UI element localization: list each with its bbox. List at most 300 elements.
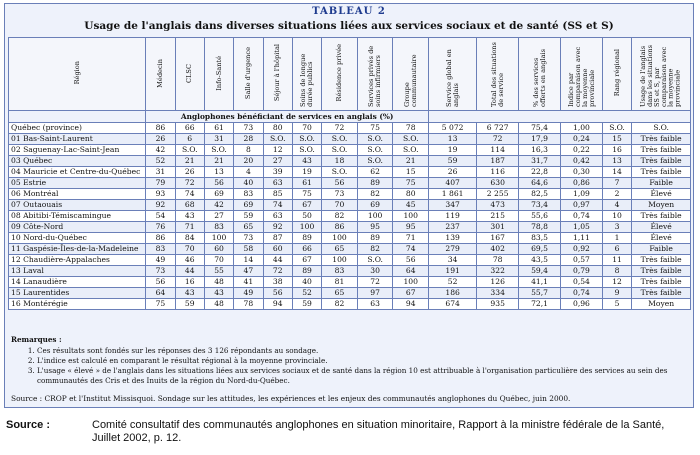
table-cell: 74	[393, 244, 429, 255]
table-cell: 73,4	[519, 200, 561, 211]
table-cell: Très faible	[632, 156, 691, 167]
region-cell: 09 Côte-Nord	[9, 222, 146, 233]
table-cell: 70	[322, 200, 358, 211]
table-cell: 126	[477, 277, 519, 288]
table-cell: 69	[234, 200, 263, 211]
table-cell: 100	[292, 222, 321, 233]
table-cell: 0,22	[561, 145, 603, 156]
table-cell: 89	[357, 233, 393, 244]
table-cell: Faible	[632, 178, 691, 189]
table-cell: S.O.	[175, 145, 204, 156]
table-cell: 31	[146, 167, 175, 178]
table-row	[9, 167, 691, 178]
table-cell: 72	[175, 178, 204, 189]
band-spacer	[9, 111, 146, 123]
table-cell: 43	[175, 211, 204, 222]
table-cell: 72,1	[519, 299, 561, 310]
table-cell: 92	[146, 200, 175, 211]
table-cell: 473	[477, 200, 519, 211]
table-source: Source : CROP et l'Institut Missisquoi. Sondage sur les attitudes, les expériences et les enjeux des communautés anglophones du Québec, juin 2000.	[11, 394, 571, 403]
table-cell: 67	[393, 288, 429, 299]
col-header-hopital: Séjour à l'hôpital	[263, 38, 292, 111]
table-frame	[4, 3, 694, 408]
table-cell: 16	[175, 277, 204, 288]
table-cell: 2 255	[477, 189, 519, 200]
table-cell: 55	[204, 266, 233, 277]
table-cell: 80	[263, 123, 292, 134]
table-cell: 1	[602, 233, 631, 244]
table-cell: 5	[602, 299, 631, 310]
table-cell: 78,8	[519, 222, 561, 233]
table-cell: Très faible	[632, 211, 691, 222]
table-cell: 52	[429, 277, 477, 288]
table-cell: S.O.	[357, 134, 393, 145]
table-cell: 74	[263, 200, 292, 211]
table-cell: 10	[602, 211, 631, 222]
table-cell: 49	[234, 288, 263, 299]
table-cell: Très faible	[632, 266, 691, 277]
table-cell: 94	[263, 299, 292, 310]
col-header-medecin: Médecin	[146, 38, 175, 111]
table-cell: 81	[322, 277, 358, 288]
header-row	[9, 38, 691, 111]
table-cell: 66	[292, 244, 321, 255]
table-row	[9, 189, 691, 200]
table-cell: 72	[357, 277, 393, 288]
region-cell: 06 Montréal	[9, 189, 146, 200]
col-header-urgence: Salle d'urgence	[234, 38, 263, 111]
table-cell: 89	[292, 266, 321, 277]
table-cell: S.O.	[292, 145, 321, 156]
table-cell: 28	[234, 134, 263, 145]
table-cell: 6 727	[477, 123, 519, 134]
table-cell: 167	[477, 233, 519, 244]
table-cell: Élevé	[632, 189, 691, 200]
table-cell: 41,1	[519, 277, 561, 288]
table-cell: 119	[429, 211, 477, 222]
table-cell: 66	[175, 123, 204, 134]
table-cell: S.O.	[322, 145, 358, 156]
band-row	[9, 111, 691, 123]
table-cell: 100	[357, 211, 393, 222]
table-cell: 187	[477, 156, 519, 167]
table-subtitle: Usage de l'anglais dans diverses situations liées aux services sociaux et de santé (SS et S)	[84, 20, 614, 32]
table-cell: 83	[322, 266, 358, 277]
table-cell: 22,8	[519, 167, 561, 178]
table-cell: 30	[357, 266, 393, 277]
table-cell: 215	[477, 211, 519, 222]
table-cell: 56	[146, 277, 175, 288]
table-cell: 26	[175, 167, 204, 178]
table-cell: 7	[602, 178, 631, 189]
table-cell: 64	[393, 266, 429, 277]
col-header-groupe: Groupe communautaire	[393, 38, 429, 111]
table-cell: 69	[204, 189, 233, 200]
region-cell: 01 Bas-Saint-Laurent	[9, 134, 146, 145]
table-cell: 38	[263, 277, 292, 288]
table-cell: 100	[393, 277, 429, 288]
table-cell: 39	[263, 167, 292, 178]
table-cell: 15	[393, 167, 429, 178]
table-cell: 70	[204, 255, 233, 266]
table-cell: 322	[477, 266, 519, 277]
table-cell: 1,05	[561, 222, 603, 233]
table-cell: 97	[357, 288, 393, 299]
col-header-info-sante: Info-Santé	[204, 38, 233, 111]
col-header-pct-services: % des services offerts en anglais	[519, 38, 561, 111]
table-cell: 13	[204, 167, 233, 178]
table-cell: 72	[322, 123, 358, 134]
col-header-region: Région	[9, 38, 146, 111]
table-cell: 18	[322, 156, 358, 167]
remarks-list	[11, 346, 687, 386]
table-cell: 11	[602, 255, 631, 266]
table-cell: 21	[393, 156, 429, 167]
table-cell: 16,3	[519, 145, 561, 156]
region-cell: 12 Chaudière-Appalaches	[9, 255, 146, 266]
table-row	[9, 233, 691, 244]
data-table	[8, 37, 691, 310]
table-cell: 67	[292, 255, 321, 266]
table-cell: 75,4	[519, 123, 561, 134]
table-cell: 93	[146, 189, 175, 200]
table-cell: 40	[234, 178, 263, 189]
table-cell: Très faible	[632, 134, 691, 145]
table-cell: 75	[292, 189, 321, 200]
table-cell: 0,96	[561, 299, 603, 310]
table-cell: 83	[204, 222, 233, 233]
table-cell: 31,7	[519, 156, 561, 167]
source-text: Comité consultatif des communautés anglophones en situation minoritaire, Rapport à la ministre fédérale de la Santé, Juillet 2002, p. 12.	[92, 419, 665, 444]
table-cell: 84	[175, 233, 204, 244]
table-cell: 8	[234, 145, 263, 156]
table-cell: 402	[477, 244, 519, 255]
table-cell: S.O.	[393, 145, 429, 156]
table-cell: 86	[146, 233, 175, 244]
col-header-service-global: Service global en anglais	[429, 38, 477, 111]
table-cell: 1,09	[561, 189, 603, 200]
table-cell: 63	[357, 299, 393, 310]
table-cell: 43	[292, 156, 321, 167]
table-cell: 61	[204, 123, 233, 134]
table-cell: 49	[146, 255, 175, 266]
table-cell: 12	[602, 277, 631, 288]
table-cell: 13	[429, 134, 477, 145]
table-cell: 6	[175, 134, 204, 145]
table-cell: 41	[234, 277, 263, 288]
table-cell: 56	[393, 255, 429, 266]
table-cell: 26	[146, 134, 175, 145]
col-header-indice: Indice par comparaison avec la moyenne provinciale	[561, 38, 603, 111]
table-cell: 87	[263, 233, 292, 244]
table-cell: 14	[602, 167, 631, 178]
region-cell: 10 Nord-du-Québec	[9, 233, 146, 244]
table-cell: 100	[204, 233, 233, 244]
table-cell: 73	[234, 123, 263, 134]
band-spacer	[429, 111, 691, 123]
table-cell: 59	[429, 156, 477, 167]
table-cell: 42	[204, 200, 233, 211]
table-row	[9, 266, 691, 277]
table-cell: 42	[146, 145, 175, 156]
table-cell: 70	[292, 123, 321, 134]
region-cell: 05 Estrie	[9, 178, 146, 189]
table-cell: 20	[234, 156, 263, 167]
table-cell: 186	[429, 288, 477, 299]
table-cell: 347	[429, 200, 477, 211]
table-cell: S.O.	[393, 134, 429, 145]
table-cell: S.O.	[263, 134, 292, 145]
table-cell: Très faible	[632, 145, 691, 156]
table-cell: 92	[263, 222, 292, 233]
table-row	[9, 211, 691, 222]
table-row	[9, 288, 691, 299]
table-title: TABLEAU 2	[312, 6, 386, 17]
table-cell: 0,54	[561, 277, 603, 288]
table-cell: 191	[429, 266, 477, 277]
table-row	[9, 244, 691, 255]
band-label: Anglophones bénéficiant de services en anglais (%)	[146, 111, 429, 123]
table-cell: 46	[175, 255, 204, 266]
table-cell: 94	[393, 299, 429, 310]
table-cell: 89	[357, 178, 393, 189]
table-cell: 75	[146, 299, 175, 310]
region-cell: Québec (province)	[9, 123, 146, 134]
table-cell: S.O.	[204, 145, 233, 156]
table-cell: 0,97	[561, 200, 603, 211]
remark-item: 3. L'usage « élevé » de l'anglais dans les situations liées aux services sociaux et de santé dans la région 10 est attribuable à l'organisation particulière des services au sein des communautés des Cris et des Inuits de la région du Nord-du-Québec.	[37, 366, 687, 386]
table-cell: 674	[429, 299, 477, 310]
col-header-services-prives: Services privés de soins infirmiers	[357, 38, 393, 111]
table-cell: 0,42	[561, 156, 603, 167]
col-header-rang: Rang régional	[602, 38, 631, 111]
table-cell: 0,57	[561, 255, 603, 266]
table-cell: 71	[175, 222, 204, 233]
table-cell: 78	[234, 299, 263, 310]
table-cell: 4	[234, 167, 263, 178]
table-cell: 100	[322, 233, 358, 244]
table-cell: S.O.	[322, 134, 358, 145]
table-cell: S.O.	[357, 255, 393, 266]
table-cell: 43	[175, 288, 204, 299]
col-header-total-situations: Total des situations de service	[477, 38, 519, 111]
remark-item: 1. Ces résultats sont fondés sur les réponses des 3 126 répondants au sondage.	[37, 346, 687, 356]
table-cell: 65	[322, 288, 358, 299]
table-row	[9, 178, 691, 189]
table-cell: 0,79	[561, 266, 603, 277]
region-cell: 08 Abitibi-Témiscamingue	[9, 211, 146, 222]
table-cell: 86	[146, 123, 175, 134]
table-cell: 59	[234, 211, 263, 222]
table-cell: 55,7	[519, 288, 561, 299]
table-cell: 14	[234, 255, 263, 266]
table-cell: 89	[292, 233, 321, 244]
table-cell: 68	[175, 200, 204, 211]
table-cell: 61	[292, 178, 321, 189]
table-cell: 72	[263, 266, 292, 277]
table-cell: 59,4	[519, 266, 561, 277]
table-cell: 65	[234, 222, 263, 233]
table-cell: 0,86	[561, 178, 603, 189]
table-cell: S.O.	[357, 156, 393, 167]
table-cell: 21	[204, 156, 233, 167]
table-cell: 45	[393, 200, 429, 211]
table-cell: 54	[146, 211, 175, 222]
table-row	[9, 277, 691, 288]
table-cell: 86	[322, 222, 358, 233]
table-cell: 17,9	[519, 134, 561, 145]
region-cell: 16 Montérégie	[9, 299, 146, 310]
remarks-block	[11, 335, 687, 386]
col-header-clsc: CLSC	[175, 38, 204, 111]
table-cell: 407	[429, 178, 477, 189]
table-cell: 2	[602, 189, 631, 200]
region-cell: 02 Saguenay-Lac-Saint-Jean	[9, 145, 146, 156]
table-cell: 82	[357, 244, 393, 255]
table-cell: 56	[204, 178, 233, 189]
table-cell: Très faible	[632, 255, 691, 266]
table-cell: 139	[429, 233, 477, 244]
table-cell: 100	[322, 255, 358, 266]
table-cell: 1,11	[561, 233, 603, 244]
table-cell: 935	[477, 299, 519, 310]
table-cell: 73	[322, 189, 358, 200]
table-row	[9, 145, 691, 156]
table-cell: 64,6	[519, 178, 561, 189]
table-cell: Moyen	[632, 299, 691, 310]
region-cell: 11 Gaspésie-Îles-de-la-Madeleine	[9, 244, 146, 255]
table-cell: S.O.	[322, 167, 358, 178]
table-cell: Très faible	[632, 288, 691, 299]
table-cell: 58	[234, 244, 263, 255]
table-cell: 50	[292, 211, 321, 222]
table-row	[9, 200, 691, 211]
table-cell: 80	[393, 189, 429, 200]
table-cell: S.O.	[602, 123, 631, 134]
col-header-usage: Usage de l'anglais dans les situations SS et S, par comparaison avec la moyenne provinciale	[632, 38, 691, 111]
table-cell: 63	[263, 211, 292, 222]
table-cell: 40	[292, 277, 321, 288]
table-cell: Élevé	[632, 222, 691, 233]
table-cell: 72	[477, 134, 519, 145]
table-cell: 48	[204, 299, 233, 310]
table-cell: 74	[175, 189, 204, 200]
table-cell: 82	[322, 211, 358, 222]
table-cell: 3	[602, 222, 631, 233]
table-cell: 9	[602, 288, 631, 299]
table-cell: 78	[477, 255, 519, 266]
table-cell: 60	[204, 244, 233, 255]
region-cell: 13 Laval	[9, 266, 146, 277]
table-cell: 75	[357, 123, 393, 134]
table-cell: 82	[357, 189, 393, 200]
col-header-residence: Résidence privée	[322, 38, 358, 111]
table-cell: 85	[263, 189, 292, 200]
region-cell: 03 Québec	[9, 156, 146, 167]
table-cell: Faible	[632, 244, 691, 255]
table-cell: S.O.	[632, 123, 691, 134]
table-cell: 26	[429, 167, 477, 178]
table-cell: 301	[477, 222, 519, 233]
table-cell: Élevé	[632, 233, 691, 244]
table-cell: 52	[146, 156, 175, 167]
table-cell: 19	[292, 167, 321, 178]
table-cell: 71	[393, 233, 429, 244]
table-cell: 52	[292, 288, 321, 299]
table-cell: 0,74	[561, 211, 603, 222]
table-cell: 55,6	[519, 211, 561, 222]
table-cell: 34	[429, 255, 477, 266]
table-cell: 6	[602, 244, 631, 255]
table-cell: 73	[234, 233, 263, 244]
table-cell: 44	[175, 266, 204, 277]
table-cell: 82	[322, 299, 358, 310]
table-cell: 0,24	[561, 134, 603, 145]
table-cell: 64	[146, 288, 175, 299]
table-cell: 76	[146, 222, 175, 233]
table-cell: 27	[263, 156, 292, 167]
table-cell: 73	[146, 266, 175, 277]
table-cell: 13	[602, 156, 631, 167]
table-cell: 78	[393, 123, 429, 134]
table-row	[9, 134, 691, 145]
table-cell: 279	[429, 244, 477, 255]
table-cell: 21	[175, 156, 204, 167]
table-cell: 19	[429, 145, 477, 156]
table-cell: 95	[393, 222, 429, 233]
table-cell: 59	[292, 299, 321, 310]
region-cell: 14 Lanaudière	[9, 277, 146, 288]
table-cell: 44	[263, 255, 292, 266]
table-cell: 65	[322, 244, 358, 255]
remarks-title: Remarques :	[11, 335, 62, 344]
table-cell: 83	[234, 189, 263, 200]
table-cell: 630	[477, 178, 519, 189]
table-cell: 12	[263, 145, 292, 156]
table-row	[9, 123, 691, 134]
table-cell: 114	[477, 145, 519, 156]
table-row	[9, 299, 691, 310]
table-cell: 43	[204, 288, 233, 299]
table-cell: S.O.	[292, 134, 321, 145]
table-cell: 43,5	[519, 255, 561, 266]
table-cell: S.O.	[357, 145, 393, 156]
table-cell: 69	[357, 200, 393, 211]
table-cell: 56	[263, 288, 292, 299]
table-cell: 75	[393, 178, 429, 189]
table-cell: 62	[357, 167, 393, 178]
table-cell: 1 861	[429, 189, 477, 200]
table-cell: Très faible	[632, 277, 691, 288]
table-cell: 0,92	[561, 244, 603, 255]
table-cell: 82,5	[519, 189, 561, 200]
remark-item: 2. L'indice est calculé en comparant le résultat régional à la moyenne provinciale.	[37, 356, 687, 366]
table-cell: 63	[263, 178, 292, 189]
table-row	[9, 255, 691, 266]
table-cell: 27	[204, 211, 233, 222]
table-cell: 237	[429, 222, 477, 233]
table-cell: 116	[477, 167, 519, 178]
table-cell: 83	[146, 244, 175, 255]
region-cell: 04 Mauricie et Centre-du-Québec	[9, 167, 146, 178]
table-cell: 70	[175, 244, 204, 255]
table-cell: 100	[393, 211, 429, 222]
table-cell: 67	[292, 200, 321, 211]
table-cell: 56	[322, 178, 358, 189]
table-cell: 59	[175, 299, 204, 310]
region-cell: 07 Outaouais	[9, 200, 146, 211]
table-cell: 334	[477, 288, 519, 299]
